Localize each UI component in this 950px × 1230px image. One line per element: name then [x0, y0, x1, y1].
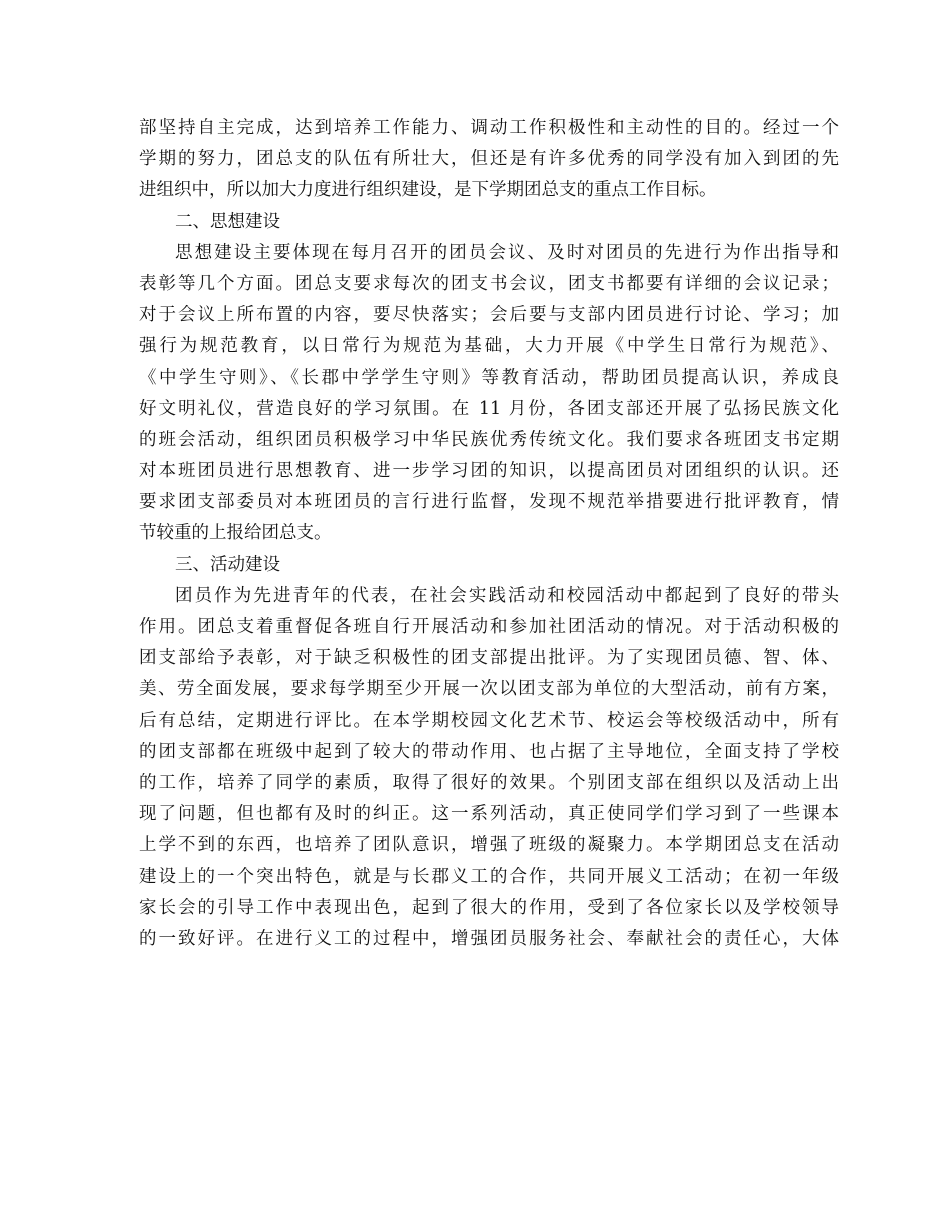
text-line: 部坚持自主完成，达到培养工作能力、调动工作积极性和主动性的目的。经过一个	[139, 118, 839, 138]
text-line: 作用。团总支着重督促各班自行开展活动和参加社团活动的情况。对于活动积极的	[139, 617, 839, 637]
text-line: 强行为规范教育，以日常行为规范为基础，大力开展《中学生日常行为规范》、	[139, 336, 839, 357]
text-line: 的团支部都在班级中起到了较大的带动作用、也占据了主导地位，全面支持了学校	[139, 741, 839, 762]
text-line: 三、活动建设	[175, 554, 280, 575]
text-line: 上学不到的东西，也培养了团队意识，增强了班级的凝聚力。本学期团总支在活动	[139, 835, 839, 856]
text-line: 的工作，培养了同学的素质，取得了很好的效果。个别团支部在组织以及活动上出	[139, 772, 839, 793]
text-line: 要求团支部委员对本班团员的言行进行监督，发现不规范举措要进行批评教育，情	[139, 492, 839, 513]
text-line: 表彰等几个方面。团总支要求每次的团支书会议，团支书都要有详细的会议记录；	[139, 273, 839, 294]
text-line: 现了问题，但也都有及时的纠正。这一系列活动，真正使同学们学习到了一些课本	[139, 804, 839, 825]
text-line: 对本班团员进行思想教育、进一步学习团的知识，以提高团员对团组织的认识。还	[139, 461, 839, 482]
text-line: 节较重的上报给团总支。	[139, 523, 332, 544]
text-line: 进组织中，所以加大力度进行组织建设，是下学期团总支的重点工作目标。	[139, 180, 717, 201]
text-line: 对于会议上所布置的内容，要尽快落实；会后要与支部内团员进行讨论、学习；加	[139, 305, 839, 326]
text-line: 的一致好评。在进行义工的过程中，增强团员服务社会、奉献社会的责任心，大体	[139, 928, 839, 949]
text-line: 团支部给予表彰，对于缺乏积极性的团支部提出批评。为了实现团员德、智、体、	[139, 648, 839, 669]
text-line: 美、劳全面发展，要求每学期至少开展一次以团支部为单位的大型活动，前有方案，	[139, 679, 839, 700]
text-line: 建设上的一个突出特色，就是与长郡义工的合作，共同开展义工活动；在初一年级	[139, 866, 839, 887]
text-line: 《中学生守则》、《长郡中学学生守则》等教育活动，帮助团员提高认识，养成良	[139, 367, 839, 388]
text-line: 学期的努力，团总支的队伍有所壮大，但还是有许多优秀的同学没有加入到团的先	[139, 149, 839, 170]
text-line: 的班会活动，组织团员积极学习中华民族优秀传统文化。我们要求各班团支书定期	[139, 429, 839, 450]
text-line: 家长会的引导工作中表现出色，起到了很大的作用，受到了各位家长以及学校领导	[139, 897, 839, 918]
text-line: 二、思想建设	[175, 211, 280, 232]
text-line: 思想建设主要体现在每月召开的团员会议、及时对团员的先进行为作出指导和	[175, 242, 839, 263]
document-body	[139, 113, 839, 955]
text-line: 好文明礼仪，营造良好的学习氛围。在 11 月份，各团支部还开展了弘扬民族文化	[139, 398, 839, 419]
text-line: 后有总结，定期进行评比。在本学期校园文化艺术节、校运会等校级活动中，所有	[139, 710, 839, 731]
text-line: 团员作为先进青年的代表，在社会实践活动和校园活动中都起到了良好的带头	[175, 585, 839, 606]
